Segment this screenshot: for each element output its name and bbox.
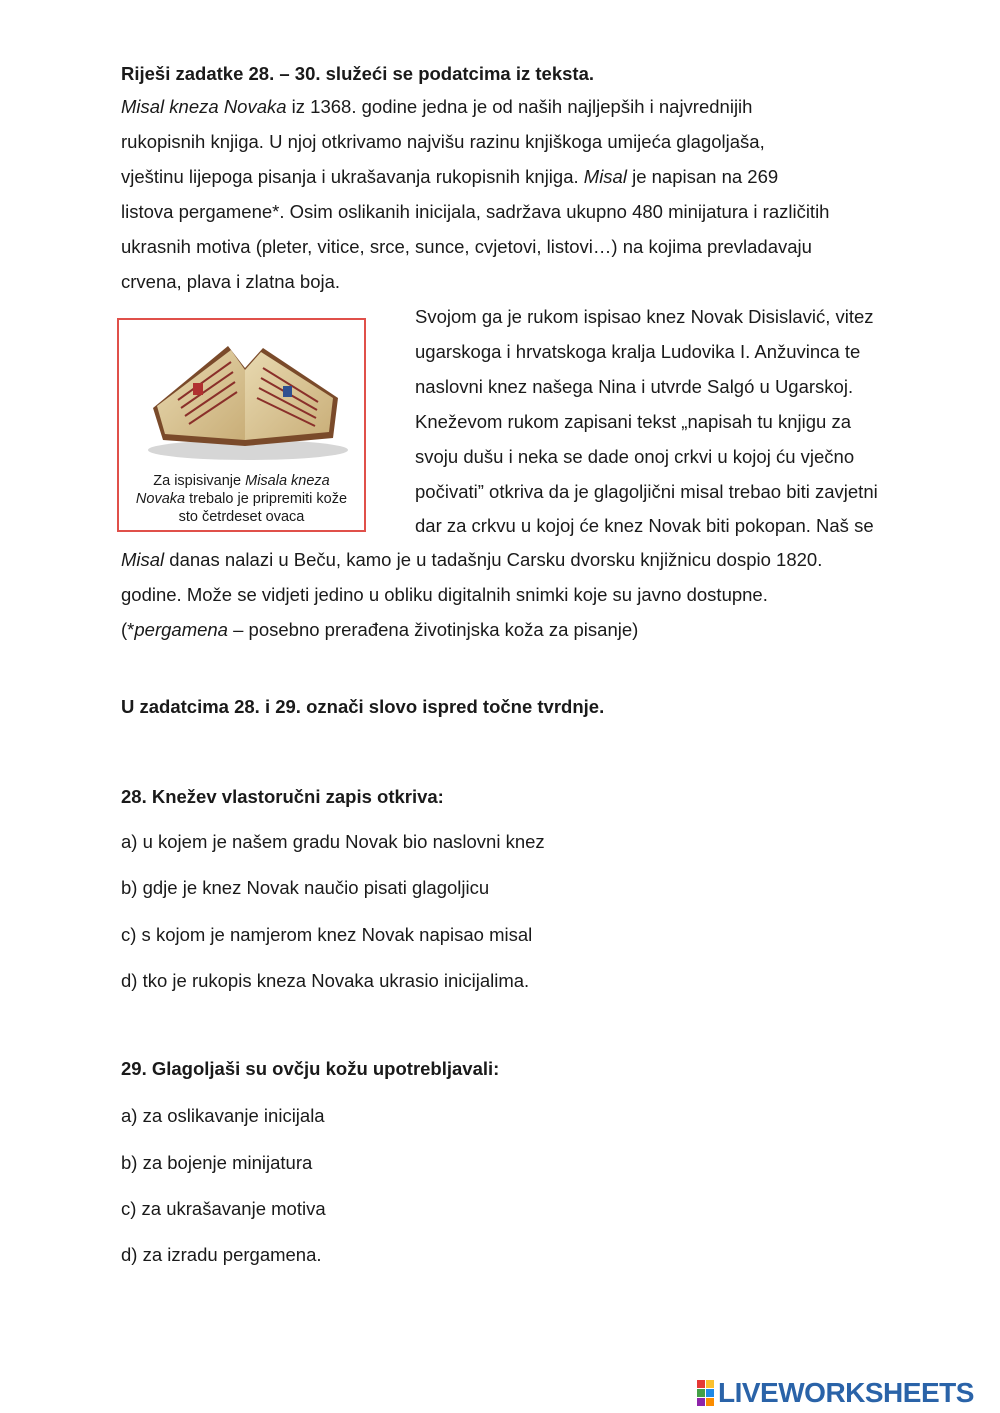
text-italic: Misal kneza Novaka (121, 96, 287, 117)
text-italic: Misal (583, 166, 627, 187)
q28-option-a[interactable]: a) u kojem je našem gradu Novak bio naslovni knez (121, 831, 545, 852)
text-line: dar za crkvu u kojoj će knez Novak biti pokopan. Naš se (415, 515, 874, 536)
text-line: svoju dušu i neka se dade onoj crkvi u kojoj ću vječno (415, 446, 855, 467)
liveworksheets-logo (697, 1376, 974, 1410)
text-italic: pergamena (134, 619, 228, 640)
footnote-line (121, 618, 638, 642)
question-29: 29. Glagoljaši su ovčju kožu upotrebljavali: (121, 1058, 500, 1079)
text-line: Svojom ga je rukom ispisao knez Novak Disislavić, vitez (415, 306, 874, 327)
caption-text: Za ispisivanje (153, 473, 246, 489)
text-line: Kneževom rukom zapisani tekst „napisah tu knjigu za (415, 411, 851, 432)
q28-option-b[interactable]: b) gdje je knez Novak naučio pisati glagoljicu (121, 877, 490, 898)
text-italic: Misal (121, 549, 165, 570)
figure-box (117, 318, 366, 532)
logo-text: LIVEWORKSHEETS (718, 1377, 974, 1408)
text-span: danas nalazi u Beču, kamo je u tadašnju Carsku dvorsku knjižnicu dospio 1820. (164, 549, 823, 570)
figure-caption (119, 472, 364, 526)
text-span: iz 1368. godine jedna je od naših najljepših i najvrednijih (286, 96, 753, 117)
text-line (121, 548, 822, 572)
text-span: je napisan na 269 (626, 166, 779, 187)
caption-italic: Novaka (135, 491, 186, 507)
text-span: vještinu lijepoga pisanja i ukrašavanja rukopisnih knjiga. (121, 166, 584, 187)
section-instruction: U zadatcima 28. i 29. označi slovo ispred točne tvrdnje. (121, 696, 605, 717)
question-28: 28. Knežev vlastoručni zapis otkriva: (121, 786, 444, 807)
q28-option-d[interactable]: d) tko je rukopis kneza Novaka ukrasio inicijalima. (121, 970, 530, 991)
text-line (121, 165, 778, 189)
text-span: (* (121, 619, 135, 640)
q29-option-a[interactable]: a) za oslikavanje inicijala (121, 1105, 325, 1126)
caption-italic: Misala kneza (245, 473, 330, 489)
text-line: listova pergamene*. Osim oslikanih inicijala, sadržava ukupno 480 minijatura i različitih (121, 201, 830, 222)
caption-text: sto četrdeset ovaca (178, 509, 305, 525)
q29-option-d[interactable]: d) za izradu pergamena. (121, 1244, 322, 1265)
text-span: – posebno prerađena životinjska koža za pisanje) (227, 619, 639, 640)
text-line: godine. Može se vidjeti jedino u obliku digitalnih snimki koje su javno dostupne. (121, 584, 768, 605)
logo-grid-icon (697, 1380, 714, 1406)
text-line: naslovni knez našega Nina i utvrde Salgó u Ugarskoj. (415, 376, 854, 397)
text-line: ukrasnih motiva (pleter, vitice, srce, sunce, cvjetovi, listovi…) na kojima prevladavaju (121, 236, 812, 257)
text-line: rukopisnih knjiga. U njoj otkrivamo najvišu razinu knjiškoga umijeća glagoljaša, (121, 131, 765, 152)
q28-option-c[interactable]: c) s kojom je namjerom knez Novak napisao misal (121, 924, 533, 945)
instruction-heading: Riješi zadatke 28. – 30. služeći se podatcima iz teksta. (121, 63, 595, 84)
text-line (121, 95, 752, 119)
text-line: crvena, plava i zlatna boja. (121, 271, 341, 292)
text-line: počivati” otkriva da je glagoljični misal trebao biti zavjetni (415, 481, 878, 502)
q29-option-c[interactable]: c) za ukrašavanje motiva (121, 1198, 326, 1219)
open-book-image (133, 328, 353, 468)
q29-option-b[interactable]: b) za bojenje minijatura (121, 1152, 313, 1173)
caption-text: trebalo je pripremiti kože (185, 491, 348, 507)
text-line: ugarskoga i hrvatskoga kralja Ludovika I. Anžuvinca te (415, 341, 861, 362)
